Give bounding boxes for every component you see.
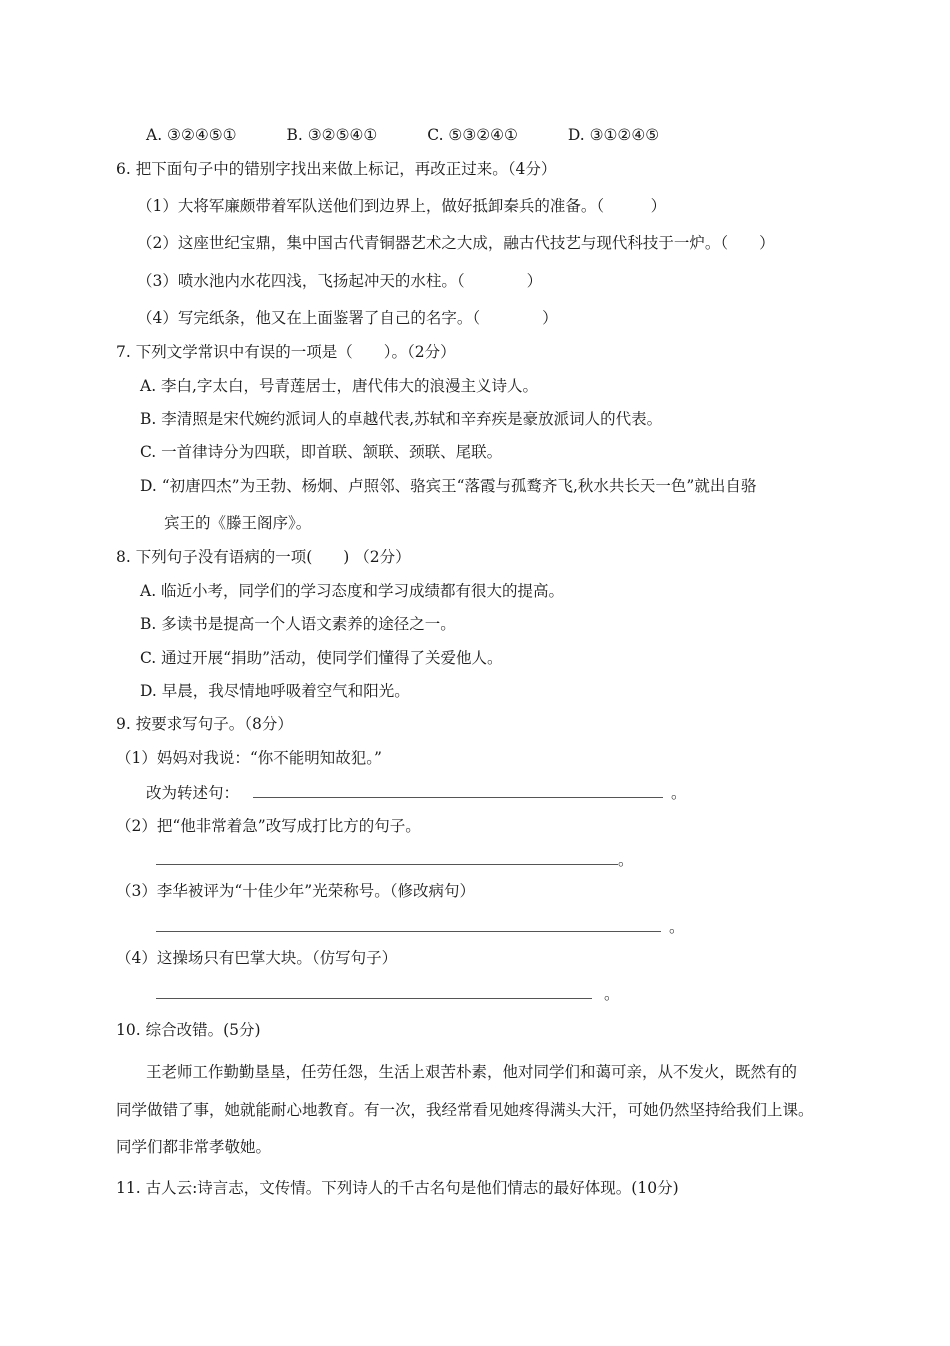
q10-paragraph-line3: 同学们都非常孝敬她。 (116, 1138, 272, 1156)
q9-answer-2-blank[interactable] (156, 850, 618, 865)
q6-title: 6. 把下面句子中的错别字找出来做上标记，再改正过来。（4分） (116, 160, 557, 178)
q9-answer-row-2 (156, 849, 634, 871)
q7-title: 7. 下列文学常识中有误的一项是（ ）。（2分） (116, 343, 456, 361)
q6-item-1: （1）大将军廉颇带着军队送他们到边界上，做好抵卸秦兵的准备。（ ） (137, 197, 667, 215)
q5-option-c: C. ⑤③②④① (427, 126, 518, 144)
q8-option-b: B. 多读书是提高一个人语文素养的途径之一。 (140, 615, 456, 633)
q7-option-d-line2: 宾王的《滕王阁序》。 (164, 514, 312, 532)
q9-answer-2-period: 。 (618, 851, 634, 869)
q6-item-3: （3）喷水池内水花四浅，飞扬起冲天的水柱。（ ） (137, 272, 543, 290)
q10-title: 10. 综合改错。(5分) (116, 1021, 261, 1039)
q9-answer-3-period: 。 (669, 918, 685, 936)
q9-sentence-1: （1）妈妈对我说：“你不能明知故犯。” (116, 749, 382, 767)
q8-title: 8. 下列句子没有语病的一项( ) （2分） (116, 548, 411, 566)
q8-option-d: D. 早晨，我尽情地呼吸着空气和阳光。 (140, 682, 410, 700)
q7-option-b: B. 李清照是宋代婉约派词人的卓越代表,苏轼和辛弃疾是豪放派词人的代表。 (140, 410, 663, 428)
q7-option-d-line1: D. “初唐四杰”为王勃、杨炯、卢照邻、骆宾王“落霞与孤鹜齐飞,秋水共长天一色”就出自骆 (140, 477, 757, 495)
q9-answer-4-period: 。 (604, 985, 620, 1003)
q9-answer-1-prompt: 改为转述句： (146, 784, 240, 802)
q5-option-a: A. ③②④⑤① (146, 126, 237, 144)
q9-answer-3-blank[interactable] (156, 917, 661, 932)
q9-answer-1-blank[interactable] (253, 783, 663, 798)
q7-option-a: A. 李白,字太白，号青莲居士，唐代伟大的浪漫主义诗人。 (140, 377, 538, 395)
q9-title: 9. 按要求写句子。（8分） (116, 715, 293, 733)
q9-answer-1-period: 。 (671, 784, 687, 802)
q9-answer-row-4 (156, 983, 620, 1005)
q10-paragraph-line2: 同学做错了事，她就能耐心地教育。有一次，我经常看见她疼得满头大汗，可她仍然坚持给我们上课。 (116, 1101, 814, 1119)
q9-sentence-3: （3）李华被评为“十佳少年”光荣称号。（修改病句） (116, 882, 475, 900)
q11-title: 11. 古人云:诗言志，文传情。下列诗人的千古名句是他们情志的最好体现。(10分) (116, 1179, 679, 1197)
q8-option-a: A. 临近小考，同学们的学习态度和学习成绩都有很大的提高。 (140, 582, 565, 600)
q5-options (146, 124, 659, 146)
q5-option-b: B. ③②⑤④① (286, 126, 378, 144)
q9-sentence-2: （2）把“他非常着急”改写成打比方的句子。 (116, 817, 421, 835)
q9-sentence-4: （4）这操场只有巴掌大块。（仿写句子） (116, 949, 398, 967)
q5-option-d: D. ③①②④⑤ (567, 126, 660, 144)
q10-paragraph-line1: 王老师工作勤勤垦垦，任劳任怨，生活上艰苦朴素，他对同学们和蔼可亲，从不发火，既然有的 (146, 1063, 798, 1081)
q6-item-4: （4）写完纸条，他又在上面鉴署了自己的名字。（ ） (137, 309, 558, 327)
q6-item-2: （2）这座世纪宝鼎，集中国古代青铜器艺术之大成，融古代技艺与现代科技于一炉。（ ） (137, 234, 775, 252)
q7-option-c: C. 一首律诗分为四联，即首联、颔联、颈联、尾联。 (140, 443, 503, 461)
q9-answer-row-3 (156, 916, 685, 938)
q8-option-c: C. 通过开展“捐助”活动，使同学们懂得了关爱他人。 (140, 649, 503, 667)
q9-answer-4-blank[interactable] (156, 984, 592, 999)
q9-answer-row-1 (146, 782, 687, 804)
